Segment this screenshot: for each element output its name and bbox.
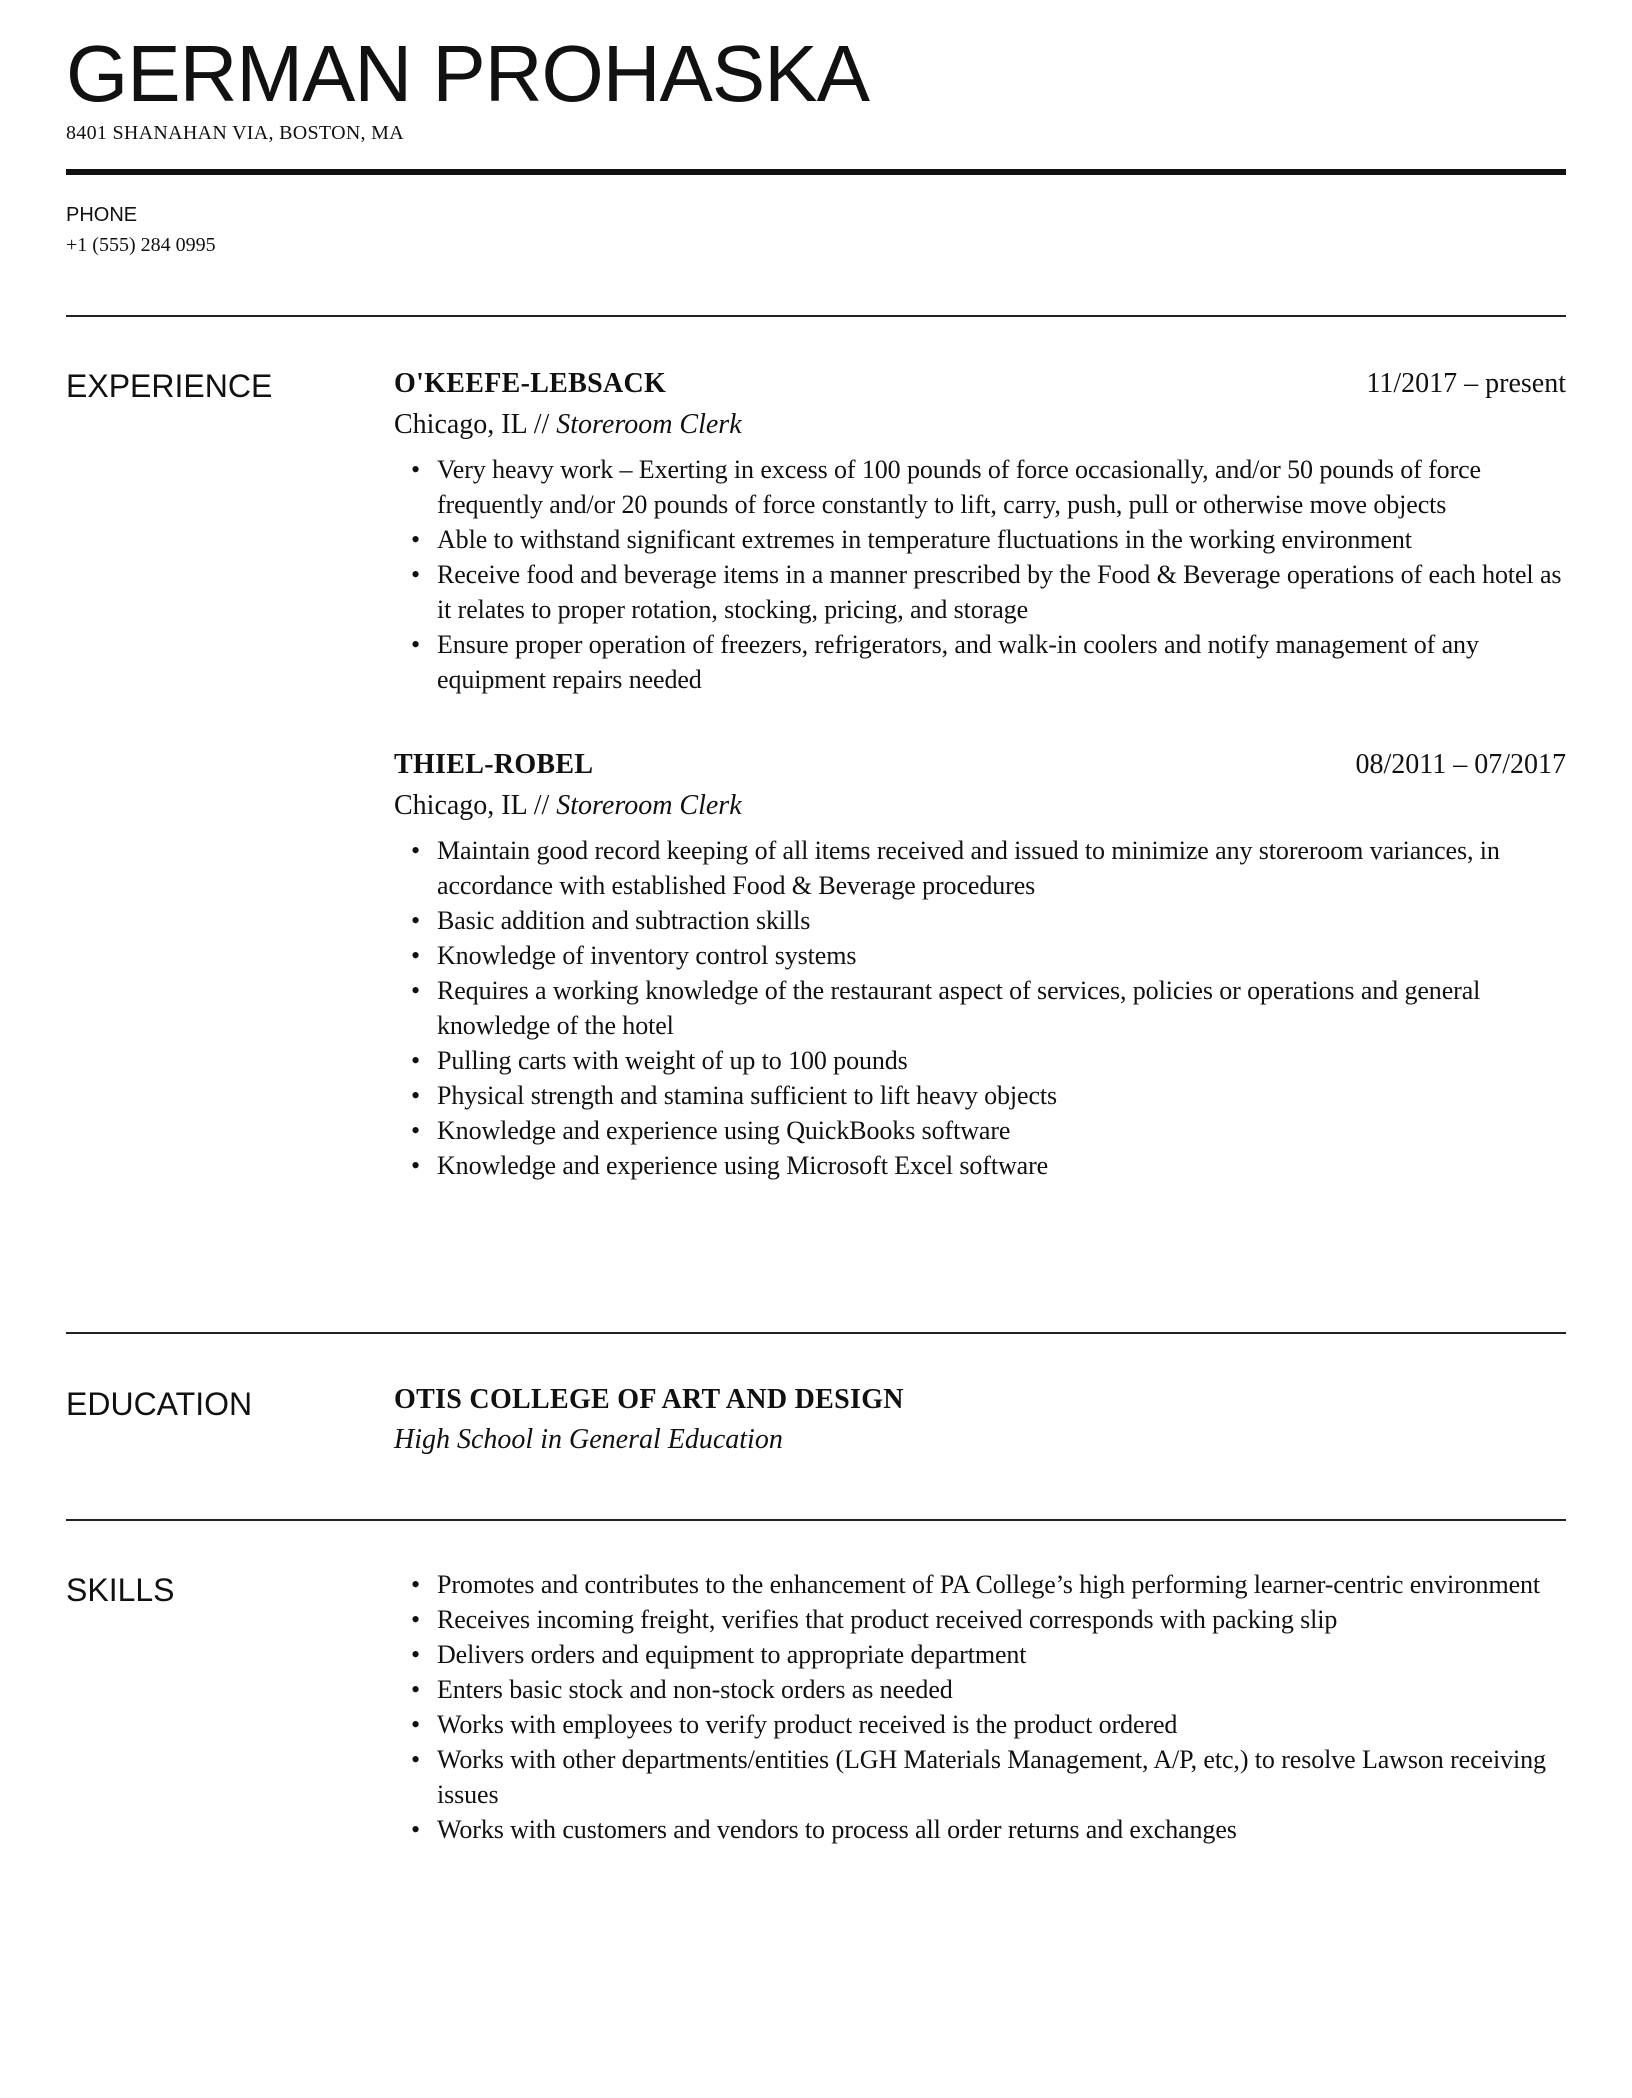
candidate-address: 8401 SHANAHAN VIA, BOSTON, MA [66,122,404,144]
job-dates: 08/2011 – 07/2017 [1355,749,1566,780]
list-item: • Ensure proper operation of freezers, refrigerators, and walk-in coolers and notify management of any equipment repairs needed [394,627,1566,697]
job-location: Chicago, IL [394,790,527,821]
experience-list [394,364,1566,1231]
list-item: • Knowledge of inventory control systems [394,938,1566,973]
section-divider [66,1332,1566,1334]
list-item: • Knowledge and experience using QuickBooks software [394,1113,1566,1148]
job-header [394,364,1566,406]
job-role: Storeroom Clerk [556,409,742,440]
list-item: • Maintain good record keeping of all items received and issued to minimize any storeroom variances, in accordance with established Food & Beverage procedures [394,833,1566,903]
list-item: • Very heavy work – Exerting in excess of 100 pounds of force occasionally, and/or 50 pounds of force frequently and/or 20 pounds of force constantly to lift, carry, push, pull or otherwise move objects [394,452,1566,522]
list-item: • Works with employees to verify product received is the product ordered [394,1707,1566,1742]
skills-heading: SKILLS [66,1572,175,1608]
candidate-name: GERMAN PROHASKA [66,29,869,118]
list-item: • Requires a working knowledge of the restaurant aspect of services, policies or operations and general knowledge of the hotel [394,973,1566,1043]
list-item: • Delivers orders and equipment to appropriate department [394,1637,1566,1672]
education-heading: EDUCATION [66,1386,253,1422]
header-divider [66,169,1566,175]
company-name: O'KEEFE-LEBSACK [394,368,667,399]
job-location: Chicago, IL [394,409,527,440]
job-header [394,745,1566,787]
job-subline [394,787,1566,827]
list-item: • Works with customers and vendors to process all order returns and exchanges [394,1812,1566,1847]
job-entry [394,745,1566,1183]
list-item: • Physical strength and stamina sufficient to lift heavy objects [394,1078,1566,1113]
job-entry [394,364,1566,697]
skills-list-wrap [394,1567,1566,1847]
experience-heading: EXPERIENCE [66,368,273,404]
list-item: • Able to withstand significant extremes in temperature fluctuations in the working environment [394,522,1566,557]
job-separator: // [526,409,557,440]
list-item: • Knowledge and experience using Microsoft Excel software [394,1148,1566,1183]
education-entry [394,1380,1566,1460]
list-item: • Enters basic stock and non-stock orders as needed [394,1672,1566,1707]
section-divider [66,1519,1566,1521]
list-item: • Basic addition and subtraction skills [394,903,1566,938]
company-name: THIEL-ROBEL [394,749,594,780]
degree: High School in General Education [394,1424,783,1455]
section-divider [66,315,1566,317]
school-name: OTIS COLLEGE OF ART AND DESIGN [394,1384,904,1415]
job-separator: // [526,790,557,821]
job-subline [394,406,1566,446]
list-item: • Receive food and beverage items in a manner prescribed by the Food & Beverage operations of each hotel as it relates to proper rotation, stocking, pricing, and storage [394,557,1566,627]
list-item: • Promotes and contributes to the enhancement of PA College’s high performing learner-centric environment [394,1567,1566,1602]
phone-label: PHONE [66,204,138,226]
job-bullets [394,833,1566,1183]
list-item: • Works with other departments/entities (LGH Materials Management, A/P, etc,) to resolve Lawson receiving issues [394,1742,1566,1812]
list-item: • Receives incoming freight, verifies that product received corresponds with packing slip [394,1602,1566,1637]
list-item: • Pulling carts with weight of up to 100 pounds [394,1043,1566,1078]
resume-page [66,0,1566,2098]
job-dates: 11/2017 – present [1366,368,1566,399]
phone-number: +1 (555) 284 0995 [66,234,216,256]
job-role: Storeroom Clerk [556,790,742,821]
skills-list [394,1567,1566,1847]
job-bullets [394,452,1566,697]
